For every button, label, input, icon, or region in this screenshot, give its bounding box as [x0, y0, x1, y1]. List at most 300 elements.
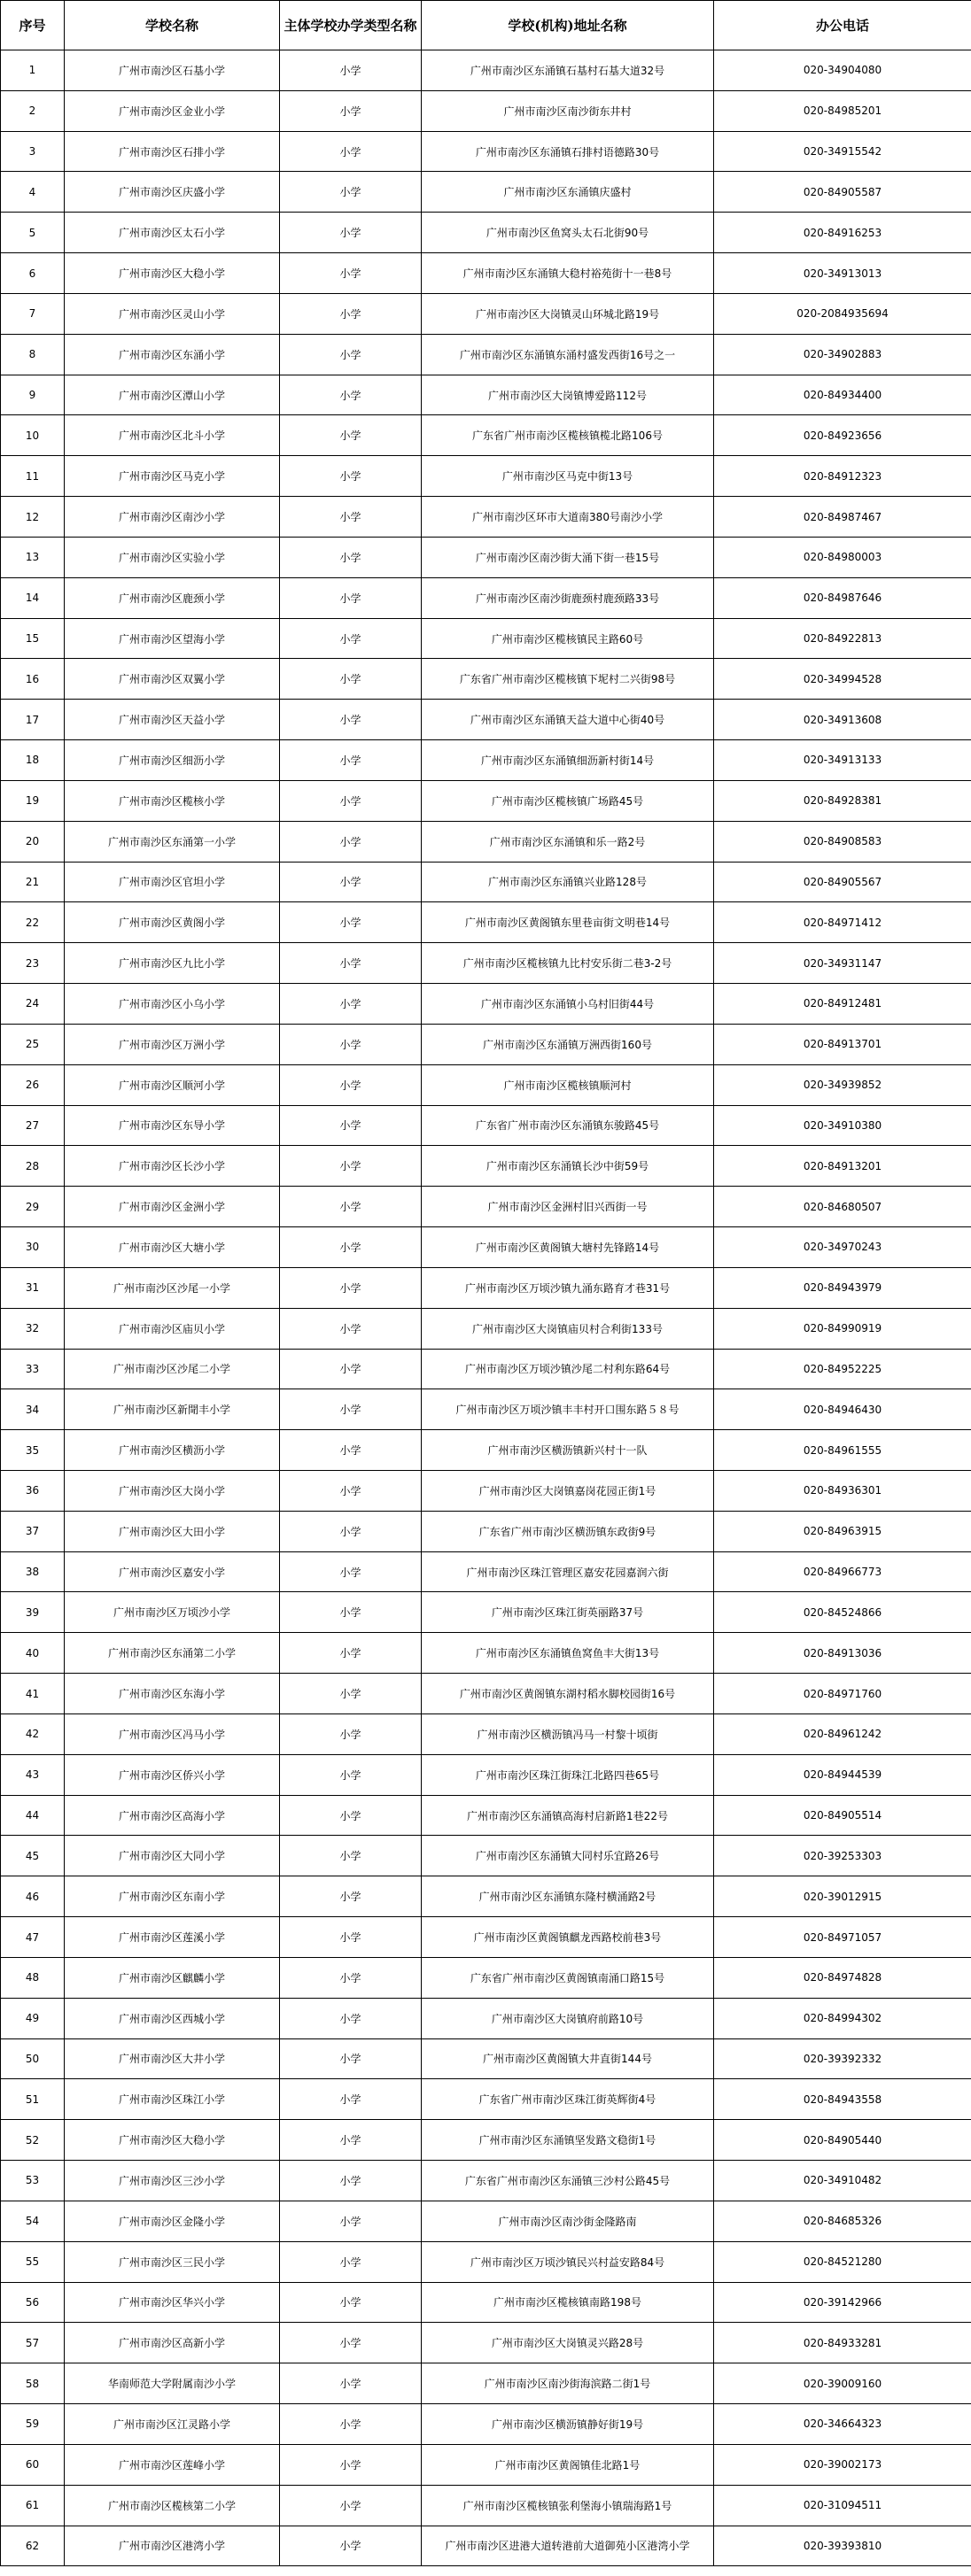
address-cell: 广州市南沙区环市大道南380号南沙小学 — [422, 497, 714, 538]
table-row — [1, 943, 971, 984]
phone-cell: 020-84908583 — [714, 821, 971, 862]
table-row — [1, 213, 971, 253]
phone-cell: 020-34915542 — [714, 131, 971, 172]
school-name-cell: 广州市南沙区东涌小学 — [65, 334, 280, 375]
school-type-cell: 小学 — [280, 2120, 422, 2161]
address-cell: 广州市南沙区大岗镇府前路10号 — [422, 1998, 714, 2038]
school-type-cell: 小学 — [280, 740, 422, 781]
phone-cell: 020-84974828 — [714, 1957, 971, 1998]
school-type-cell: 小学 — [280, 862, 422, 902]
phone-cell: 020-84912481 — [714, 984, 971, 1025]
phone-cell: 020-34910380 — [714, 1105, 971, 1146]
school-name-cell: 广州市南沙区高新小学 — [65, 2323, 280, 2363]
index-cell: 39 — [1, 1592, 65, 1633]
phone-cell: 020-84952225 — [714, 1349, 971, 1389]
table-row — [1, 1105, 971, 1146]
school-type-cell: 小学 — [280, 1064, 422, 1105]
school-name-cell: 广州市南沙区金隆小学 — [65, 2201, 280, 2241]
address-cell: 广州市南沙区珠江管理区嘉安花园嘉润六街 — [422, 1551, 714, 1592]
school-type-cell: 小学 — [280, 2282, 422, 2323]
phone-cell: 020-84966773 — [714, 1551, 971, 1592]
table-row — [1, 2079, 971, 2120]
table-row — [1, 1633, 971, 1674]
phone-cell: 020-84913036 — [714, 1633, 971, 1674]
school-name-cell: 广州市南沙区莲溪小学 — [65, 1917, 280, 1958]
table-row — [1, 1957, 971, 1998]
address-cell: 广州市南沙区黄阁镇东湖村稻水脚校园街16号 — [422, 1674, 714, 1714]
school-name-cell: 广州市南沙区榄核小学 — [65, 780, 280, 821]
table-row — [1, 1551, 971, 1592]
phone-cell: 020-84987646 — [714, 577, 971, 618]
school-name-cell: 广州市南沙区天益小学 — [65, 700, 280, 740]
table-row — [1, 1267, 971, 1308]
address-cell: 广州市南沙区大岗镇灵兴路28号 — [422, 2323, 714, 2363]
school-type-cell: 小学 — [280, 1957, 422, 1998]
school-type-cell: 小学 — [280, 1389, 422, 1430]
index-cell: 23 — [1, 943, 65, 984]
school-type-cell: 小学 — [280, 659, 422, 700]
phone-cell: 020-84943558 — [714, 2079, 971, 2120]
phone-cell: 020-39142966 — [714, 2282, 971, 2323]
school-name-cell: 广州市南沙区石排小学 — [65, 131, 280, 172]
phone-cell: 020-39012915 — [714, 1876, 971, 1917]
index-cell: 33 — [1, 1349, 65, 1389]
school-name-cell: 广州市南沙区大塘小学 — [65, 1227, 280, 1268]
index-cell: 49 — [1, 1998, 65, 2038]
school-type-cell: 小学 — [280, 2038, 422, 2079]
address-cell: 广州市南沙区东涌镇高海村启新路1巷22号 — [422, 1795, 714, 1836]
address-cell: 广州市南沙区东涌镇东隆村横涌路2号 — [422, 1876, 714, 1917]
phone-cell: 020-84524866 — [714, 1592, 971, 1633]
table-row — [1, 334, 971, 375]
address-cell: 广州市南沙区横沥镇静好街19号 — [422, 2404, 714, 2445]
phone-cell: 020-84990919 — [714, 1308, 971, 1349]
table-row — [1, 902, 971, 943]
school-name-cell: 广州市南沙区西城小学 — [65, 1998, 280, 2038]
school-name-cell: 广州市南沙区东涌第一小学 — [65, 821, 280, 862]
table-row — [1, 375, 971, 415]
school-name-cell: 广州市南沙区金洲小学 — [65, 1187, 280, 1227]
phone-cell: 020-84936301 — [714, 1470, 971, 1511]
school-type-cell: 小学 — [280, 700, 422, 740]
school-type-cell: 小学 — [280, 2526, 422, 2566]
school-name-cell: 广州市南沙区江灵路小学 — [65, 2404, 280, 2445]
address-cell: 广东省广州市南沙区横沥镇东政街9号 — [422, 1511, 714, 1551]
school-name-cell: 广州市南沙区马克小学 — [65, 456, 280, 497]
index-cell: 24 — [1, 984, 65, 1025]
address-cell: 广州市南沙区万顷沙镇九涌东路育才巷31号 — [422, 1267, 714, 1308]
address-cell: 广州市南沙区横沥镇冯马一村黎十顷街 — [422, 1713, 714, 1754]
school-name-cell: 广州市南沙区横沥小学 — [65, 1430, 280, 1471]
table-row — [1, 2323, 971, 2363]
address-cell: 广州市南沙区东涌镇石排村语德路30号 — [422, 131, 714, 172]
school-name-cell: 广州市南沙区九比小学 — [65, 943, 280, 984]
address-cell: 广州市南沙区榄核镇南路198号 — [422, 2282, 714, 2323]
school-type-cell: 小学 — [280, 1105, 422, 1146]
address-cell: 广州市南沙区大岗镇庙贝村合利街133号 — [422, 1308, 714, 1349]
phone-cell: 020-84980003 — [714, 537, 971, 577]
header-address: 学校(机构)地址名称 — [422, 1, 714, 50]
index-cell: 47 — [1, 1917, 65, 1958]
school-type-cell: 小学 — [280, 2161, 422, 2201]
phone-cell: 020-84944539 — [714, 1754, 971, 1795]
address-cell: 广州市南沙区东涌镇兴业路128号 — [422, 862, 714, 902]
phone-cell: 020-39392332 — [714, 2038, 971, 2079]
school-type-cell: 小学 — [280, 1308, 422, 1349]
school-type-cell: 小学 — [280, 577, 422, 618]
phone-cell: 020-34994528 — [714, 659, 971, 700]
school-name-cell: 广州市南沙区潭山小学 — [65, 375, 280, 415]
index-cell: 36 — [1, 1470, 65, 1511]
school-name-cell: 广州市南沙区冯马小学 — [65, 1713, 280, 1754]
header-school-type: 主体学校办学类型名称 — [280, 1, 422, 50]
index-cell: 4 — [1, 172, 65, 213]
school-name-cell: 广州市南沙区华兴小学 — [65, 2282, 280, 2323]
table-row — [1, 172, 971, 213]
index-cell: 18 — [1, 740, 65, 781]
school-name-cell: 广州市南沙区大稳小学 — [65, 253, 280, 294]
school-type-cell: 小学 — [280, 2485, 422, 2526]
school-type-cell: 小学 — [280, 2323, 422, 2363]
address-cell: 广州市南沙区万顷沙镇民兴村益安路84号 — [422, 2241, 714, 2282]
address-cell: 广州市南沙区黄阁镇东里巷亩街文明巷14号 — [422, 902, 714, 943]
school-name-cell: 广州市南沙区大岗小学 — [65, 1470, 280, 1511]
school-name-cell: 广州市南沙区大井小学 — [65, 2038, 280, 2079]
phone-cell: 020-84685326 — [714, 2201, 971, 2241]
address-cell: 广州市南沙区东涌镇东涌村盛发西街16号之一 — [422, 334, 714, 375]
address-cell: 广东省广州市南沙区东涌镇东骏路45号 — [422, 1105, 714, 1146]
phone-cell: 020-31094511 — [714, 2485, 971, 2526]
index-cell: 26 — [1, 1064, 65, 1105]
school-name-cell: 广州市南沙区东南小学 — [65, 1876, 280, 1917]
phone-cell: 020-84923656 — [714, 415, 971, 456]
school-name-cell: 广州市南沙区港湾小学 — [65, 2526, 280, 2566]
table-row — [1, 2201, 971, 2241]
index-cell: 11 — [1, 456, 65, 497]
table-row — [1, 1308, 971, 1349]
school-name-cell: 广州市南沙区三民小学 — [65, 2241, 280, 2282]
index-cell: 62 — [1, 2526, 65, 2566]
phone-cell: 020-84913201 — [714, 1146, 971, 1187]
address-cell: 广州市南沙区金洲村旧兴西街一号 — [422, 1187, 714, 1227]
index-cell: 15 — [1, 618, 65, 659]
phone-cell: 020-84961242 — [714, 1713, 971, 1754]
index-cell: 41 — [1, 1674, 65, 1714]
index-cell: 16 — [1, 659, 65, 700]
school-type-cell: 小学 — [280, 253, 422, 294]
school-name-cell: 广州市南沙区莲峰小学 — [65, 2444, 280, 2485]
header-phone: 办公电话 — [714, 1, 971, 50]
address-cell: 广州市南沙区黄阁镇大塘村先锋路14号 — [422, 1227, 714, 1268]
phone-cell: 020-34931147 — [714, 943, 971, 984]
index-cell: 53 — [1, 2161, 65, 2201]
phone-cell: 020-34904080 — [714, 50, 971, 91]
table-row — [1, 415, 971, 456]
school-type-cell: 小学 — [280, 1227, 422, 1268]
school-type-cell: 小学 — [280, 456, 422, 497]
address-cell: 广州市南沙区大岗镇博爱路112号 — [422, 375, 714, 415]
school-name-cell: 华南师范大学附属南沙小学 — [65, 2363, 280, 2404]
school-type-cell: 小学 — [280, 984, 422, 1025]
address-cell: 广州市南沙区东涌镇天益大道中心街40号 — [422, 700, 714, 740]
phone-cell: 020-84680507 — [714, 1187, 971, 1227]
address-cell: 广州市南沙区东涌镇石基村石基大道32号 — [422, 50, 714, 91]
school-type-cell: 小学 — [280, 537, 422, 577]
index-cell: 42 — [1, 1713, 65, 1754]
table-row — [1, 1511, 971, 1551]
school-name-cell: 广州市南沙区细沥小学 — [65, 740, 280, 781]
phone-cell: 020-34910482 — [714, 2161, 971, 2201]
address-cell: 广州市南沙区榄核镇九比村安乐街二巷3-2号 — [422, 943, 714, 984]
school-name-cell: 广州市南沙区榄核第二小学 — [65, 2485, 280, 2526]
index-cell: 13 — [1, 537, 65, 577]
index-cell: 37 — [1, 1511, 65, 1551]
index-cell: 31 — [1, 1267, 65, 1308]
school-type-cell: 小学 — [280, 1349, 422, 1389]
table-row — [1, 2404, 971, 2445]
school-name-cell: 广州市南沙区小乌小学 — [65, 984, 280, 1025]
index-cell: 12 — [1, 497, 65, 538]
table-row — [1, 1674, 971, 1714]
table-row — [1, 456, 971, 497]
index-cell: 25 — [1, 1024, 65, 1064]
table-row — [1, 862, 971, 902]
school-type-cell: 小学 — [280, 1998, 422, 2038]
index-cell: 50 — [1, 2038, 65, 2079]
index-cell: 46 — [1, 1876, 65, 1917]
school-name-cell: 广州市南沙区侨兴小学 — [65, 1754, 280, 1795]
school-type-cell: 小学 — [280, 2363, 422, 2404]
index-cell: 32 — [1, 1308, 65, 1349]
index-cell: 19 — [1, 780, 65, 821]
table-row — [1, 618, 971, 659]
school-type-cell: 小学 — [280, 1267, 422, 1308]
phone-cell: 020-84905440 — [714, 2120, 971, 2161]
school-type-cell: 小学 — [280, 1713, 422, 1754]
table-row — [1, 537, 971, 577]
school-type-cell: 小学 — [280, 293, 422, 334]
school-name-cell: 广州市南沙区黄阁小学 — [65, 902, 280, 943]
table-row — [1, 1187, 971, 1227]
table-row — [1, 740, 971, 781]
address-cell: 广州市南沙区东涌镇和乐一路2号 — [422, 821, 714, 862]
index-cell: 6 — [1, 253, 65, 294]
phone-cell: 020-34913133 — [714, 740, 971, 781]
school-type-cell: 小学 — [280, 618, 422, 659]
address-cell: 广州市南沙区大岗镇灵山环城北路19号 — [422, 293, 714, 334]
address-cell: 广州市南沙区横沥镇新兴村十一队 — [422, 1430, 714, 1471]
phone-cell: 020-84994302 — [714, 1998, 971, 2038]
index-cell: 21 — [1, 862, 65, 902]
school-type-cell: 小学 — [280, 131, 422, 172]
school-type-cell: 小学 — [280, 1551, 422, 1592]
school-name-cell: 广州市南沙区嘉安小学 — [65, 1551, 280, 1592]
phone-cell: 020-84905514 — [714, 1795, 971, 1836]
school-name-cell: 广州市南沙区灵山小学 — [65, 293, 280, 334]
school-type-cell: 小学 — [280, 2241, 422, 2282]
address-cell: 广东省广州市南沙区黄阁镇南涌口路15号 — [422, 1957, 714, 1998]
school-name-cell: 广州市南沙区南沙小学 — [65, 497, 280, 538]
school-type-cell: 小学 — [280, 1876, 422, 1917]
address-cell: 广州市南沙区南沙街鹿颈村鹿颈路33号 — [422, 577, 714, 618]
address-cell: 广州市南沙区万顷沙镇丰丰村开口围东路５８号 — [422, 1389, 714, 1430]
school-name-cell: 广州市南沙区万洲小学 — [65, 1024, 280, 1064]
address-cell: 广州市南沙区大岗镇嘉岗花园正街1号 — [422, 1470, 714, 1511]
school-name-cell: 广州市南沙区万顷沙小学 — [65, 1592, 280, 1633]
header-index: 序号 — [1, 1, 65, 50]
index-cell: 34 — [1, 1389, 65, 1430]
header-school-name: 学校名称 — [65, 1, 280, 50]
table-row — [1, 1592, 971, 1633]
school-type-cell: 小学 — [280, 1146, 422, 1187]
index-cell: 7 — [1, 293, 65, 334]
table-row — [1, 253, 971, 294]
table-row — [1, 90, 971, 131]
address-cell: 广东省广州市南沙区东涌镇三沙村公路45号 — [422, 2161, 714, 2201]
school-name-cell: 广州市南沙区长沙小学 — [65, 1146, 280, 1187]
address-cell: 广州市南沙区东涌镇庆盛村 — [422, 172, 714, 213]
school-type-cell: 小学 — [280, 1836, 422, 1876]
phone-cell: 020-39002173 — [714, 2444, 971, 2485]
table-row — [1, 293, 971, 334]
school-name-cell: 广州市南沙区望海小学 — [65, 618, 280, 659]
index-cell: 17 — [1, 700, 65, 740]
address-cell: 广州市南沙区珠江街珠江北路四巷65号 — [422, 1754, 714, 1795]
phone-cell: 020-34939852 — [714, 1064, 971, 1105]
school-name-cell: 广州市南沙区顺河小学 — [65, 1064, 280, 1105]
index-cell: 45 — [1, 1836, 65, 1876]
school-name-cell: 广州市南沙区东涌第二小学 — [65, 1633, 280, 1674]
phone-cell: 020-84905587 — [714, 172, 971, 213]
index-cell: 20 — [1, 821, 65, 862]
table-row — [1, 1876, 971, 1917]
table-row — [1, 1795, 971, 1836]
address-cell: 广州市南沙区榄核镇民主路60号 — [422, 618, 714, 659]
school-type-cell: 小学 — [280, 2201, 422, 2241]
phone-cell: 020-2084935694 — [714, 293, 971, 334]
school-name-cell: 广州市南沙区沙尾二小学 — [65, 1349, 280, 1389]
school-type-cell: 小学 — [280, 1674, 422, 1714]
table-row — [1, 1430, 971, 1471]
school-type-cell: 小学 — [280, 334, 422, 375]
school-name-cell: 广州市南沙区实验小学 — [65, 537, 280, 577]
table-row — [1, 2161, 971, 2201]
table-row — [1, 50, 971, 91]
address-cell: 广州市南沙区东涌镇小乌村旧街44号 — [422, 984, 714, 1025]
table-row — [1, 1146, 971, 1187]
address-cell: 广州市南沙区南沙街东井村 — [422, 90, 714, 131]
address-cell: 广州市南沙区鱼窝头太石北街90号 — [422, 213, 714, 253]
school-name-cell: 广州市南沙区大稳小学 — [65, 2120, 280, 2161]
school-name-cell: 广州市南沙区北斗小学 — [65, 415, 280, 456]
table-row — [1, 2526, 971, 2566]
phone-cell: 020-84922813 — [714, 618, 971, 659]
table-row — [1, 131, 971, 172]
address-cell: 广州市南沙区东涌镇长沙中街59号 — [422, 1146, 714, 1187]
address-cell: 广州市南沙区东涌镇大同村乐宜路26号 — [422, 1836, 714, 1876]
index-cell: 48 — [1, 1957, 65, 1998]
phone-cell: 020-84521280 — [714, 2241, 971, 2282]
table-row — [1, 1349, 971, 1389]
school-name-cell: 广州市南沙区金业小学 — [65, 90, 280, 131]
table-row — [1, 1064, 971, 1105]
phone-cell: 020-84946430 — [714, 1389, 971, 1430]
table-row — [1, 577, 971, 618]
table-row — [1, 984, 971, 1025]
index-cell: 8 — [1, 334, 65, 375]
school-type-cell: 小学 — [280, 943, 422, 984]
school-type-cell: 小学 — [280, 1470, 422, 1511]
school-type-cell: 小学 — [280, 2404, 422, 2445]
school-type-cell: 小学 — [280, 821, 422, 862]
phone-cell: 020-84971057 — [714, 1917, 971, 1958]
index-cell: 10 — [1, 415, 65, 456]
school-name-cell: 广州市南沙区大田小学 — [65, 1511, 280, 1551]
phone-cell: 020-84943979 — [714, 1267, 971, 1308]
index-cell: 40 — [1, 1633, 65, 1674]
address-cell: 广州市南沙区榄核镇顺河村 — [422, 1064, 714, 1105]
table-row — [1, 1024, 971, 1064]
school-type-cell: 小学 — [280, 497, 422, 538]
school-type-cell: 小学 — [280, 780, 422, 821]
table-row — [1, 1389, 971, 1430]
phone-cell: 020-39393810 — [714, 2526, 971, 2566]
table-row — [1, 1470, 971, 1511]
phone-cell: 020-84971412 — [714, 902, 971, 943]
index-cell: 5 — [1, 213, 65, 253]
phone-cell: 020-84933281 — [714, 2323, 971, 2363]
school-name-cell: 广州市南沙区石基小学 — [65, 50, 280, 91]
phone-cell: 020-84916253 — [714, 213, 971, 253]
school-name-cell: 广州市南沙区麒麟小学 — [65, 1957, 280, 1998]
index-cell: 2 — [1, 90, 65, 131]
school-type-cell: 小学 — [280, 415, 422, 456]
table-row — [1, 2038, 971, 2079]
table-row — [1, 2282, 971, 2323]
phone-cell: 020-84928381 — [714, 780, 971, 821]
school-name-cell: 广州市南沙区三沙小学 — [65, 2161, 280, 2201]
address-cell: 广州市南沙区马克中街13号 — [422, 456, 714, 497]
index-cell: 59 — [1, 2404, 65, 2445]
phone-cell: 020-84987467 — [714, 497, 971, 538]
table-row — [1, 1754, 971, 1795]
school-type-cell: 小学 — [280, 90, 422, 131]
phone-cell: 020-84961555 — [714, 1430, 971, 1471]
school-type-cell: 小学 — [280, 1633, 422, 1674]
address-cell: 广东省广州市南沙区榄核镇下坭村二兴街98号 — [422, 659, 714, 700]
index-cell: 30 — [1, 1227, 65, 1268]
table-row — [1, 1836, 971, 1876]
index-cell: 57 — [1, 2323, 65, 2363]
address-cell: 广州市南沙区南沙街金隆路南 — [422, 2201, 714, 2241]
school-type-cell: 小学 — [280, 50, 422, 91]
address-cell: 广州市南沙区东涌镇鱼窝鱼丰大街13号 — [422, 1633, 714, 1674]
school-name-cell: 广州市南沙区鹿颈小学 — [65, 577, 280, 618]
school-name-cell: 广州市南沙区沙尾一小学 — [65, 1267, 280, 1308]
school-type-cell: 小学 — [280, 1917, 422, 1958]
index-cell: 44 — [1, 1795, 65, 1836]
phone-cell: 020-84963915 — [714, 1511, 971, 1551]
index-cell: 60 — [1, 2444, 65, 2485]
school-name-cell: 广州市南沙区官坦小学 — [65, 862, 280, 902]
table-row — [1, 821, 971, 862]
school-name-cell: 广州市南沙区珠江小学 — [65, 2079, 280, 2120]
table-row — [1, 2444, 971, 2485]
index-cell: 29 — [1, 1187, 65, 1227]
index-cell: 38 — [1, 1551, 65, 1592]
school-name-cell: 广州市南沙区庆盛小学 — [65, 172, 280, 213]
phone-cell: 020-34913608 — [714, 700, 971, 740]
